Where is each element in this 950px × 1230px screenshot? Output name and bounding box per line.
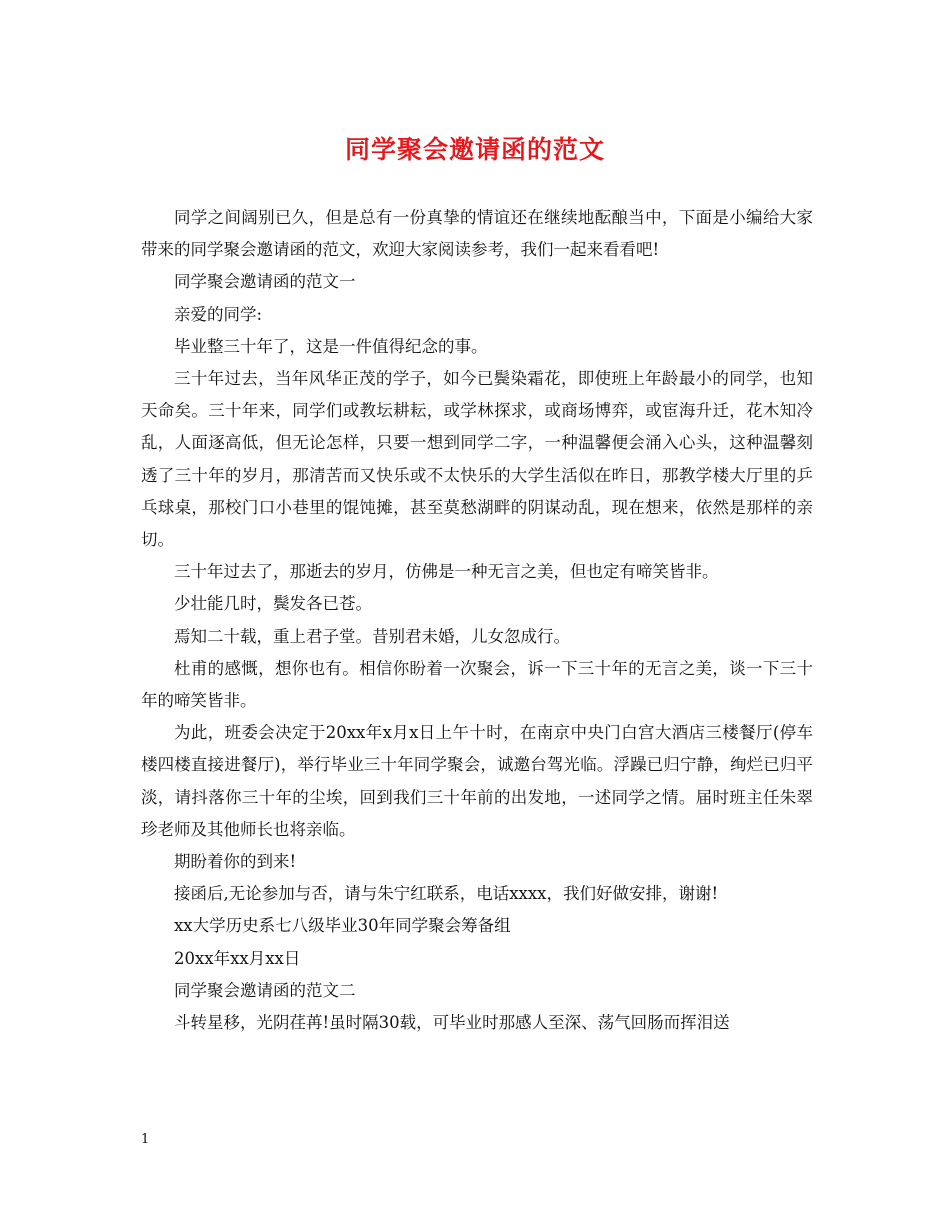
paragraph: 期盼着你的到来! [174,852,297,872]
poem-line: 少壮能几时，鬓发各已苍。 [174,594,372,614]
signature-organizer: xx大学历史系七八级毕业30年同学聚会筹备组 [174,916,511,936]
page-number: 1 [141,1132,150,1147]
paragraph: 三十年过去，当年风华正茂的学子，如今已鬓染霜花，即使班上年龄最小的同学，也知天命矣。三十年来，同学们或教坛耕耘，或学林探求，或商场博弈，或宦海升迁，花木知冷乱，人面逐高低，但无论怎样，只要一想到同学二字，一种温馨便会涌入心头，这种温馨刻透了三十年的岁月，那清苦而又快乐或不太快乐的大学生活似在昨日，那教学楼大厅里的乒乓球桌，那校门口小巷里的馄饨摊，甚至莫愁湖畔的阴谋动乱，现在想来，依然是那样的亲切。 [141,369,813,550]
document-body [141,202,813,1039]
paragraph: 杜甫的感慨，想你也有。相信你盼着一次聚会，诉一下三十年的无言之美，谈一下三十年的啼笑皆非。 [141,658,813,711]
salutation: 亲爱的同学: [174,304,263,324]
paragraph: 毕业整三十年了，这是一件值得纪念的事。 [174,336,488,356]
paragraph: 三十年过去了，那逝去的岁月，仿佛是一种无言之美，但也定有啼笑皆非。 [174,562,719,582]
signature-date: 20xx年xx月xx日 [174,948,301,968]
paragraph-event-details: 为此，班委会决定于20xx年x月x日上午十时，在南京中央门白宫大酒店三楼餐厅(停车楼四楼直接进餐厅)，举行毕业三十年同学聚会，诚邀台驾光临。浮躁已归宁静，绚烂已归平淡，请抖落你三十年的尘埃，回到我们三十年前的出发地，一述同学之情。届时班主任朱翠珍老师及其他师长也将亲临。 [141,723,813,839]
paragraph-contact: 接函后,无论参加与否，请与朱宁红联系，电话xxxx，我们好做安排，谢谢! [174,884,719,904]
section-heading-2: 同学聚会邀请函的范文二 [174,980,356,1000]
section-heading-1: 同学聚会邀请函的范文一 [174,272,356,292]
paragraph-intro: 同学之间阔别已久，但是总有一份真挚的情谊还在继续地酝酿当中，下面是小编给大家带来的同学聚会邀请函的范文，欢迎大家阅读参考，我们一起来看看吧! [141,208,813,260]
paragraph: 斗转星移，光阴荏苒!虽时隔30载，可毕业时那感人至深、荡气回肠而挥泪送 [174,1013,730,1033]
poem-line: 焉知二十载，重上君子堂。昔别君未婚，儿女忽成行。 [174,626,570,646]
document-title: 同学聚会邀请函的范文 [344,135,605,164]
